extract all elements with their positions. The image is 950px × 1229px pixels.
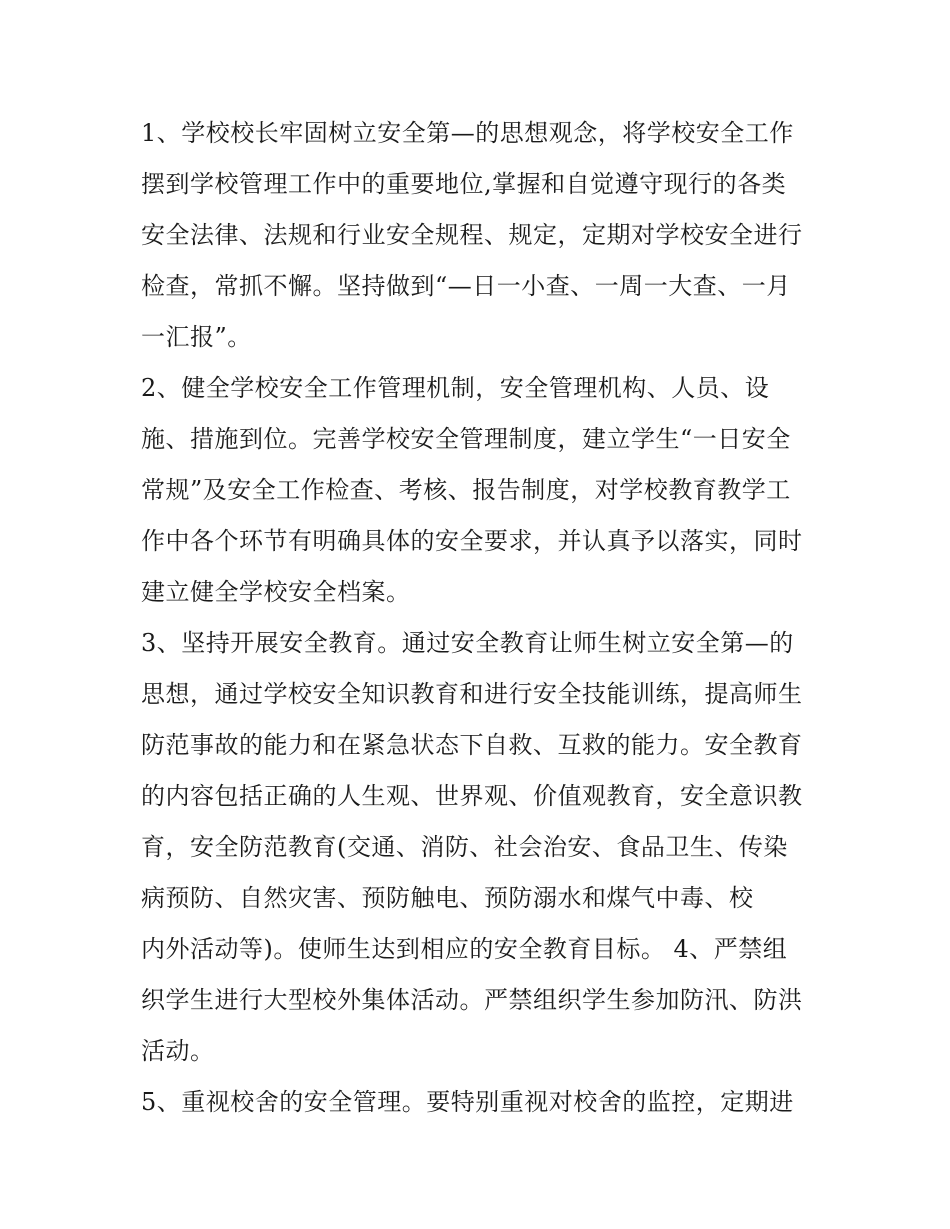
- text-line: 2、健全学校安全工作管理机制，安全管理机构、人员、设: [141, 374, 770, 402]
- text-line: 一汇报”。: [141, 323, 252, 351]
- text-line: 施、措施到位。完善学校安全管理制度，建立学生“一日安全: [141, 425, 791, 453]
- text-line: 内外活动等)。使师生达到相应的安全教育目标。 4、严禁组: [141, 935, 788, 963]
- text-line: 安全法律、法规和行业安全规程、规定，定期对学校安全进行: [141, 221, 803, 249]
- document-body: [141, 108, 816, 1128]
- text-line: 活动。: [141, 1037, 215, 1065]
- text-line: 摆到学校管理工作中的重要地位,掌握和自觉遵守现行的各类: [141, 170, 787, 198]
- text-line: 育，安全防范教育(交通、消防、社会治安、食品卫生、传染: [141, 833, 788, 861]
- text-line: 常规”及安全工作检查、考核、报告制度，对学校教育教学工: [141, 476, 791, 504]
- text-line: 检查，常抓不懈。坚持做到“—日一小查、一周一大查、一月: [141, 272, 791, 300]
- text-line: 作中各个环节有明确具体的安全要求，并认真予以落实，同时: [141, 527, 803, 555]
- text-line: 防范事故的能力和在紧急状态下自救、互救的能力。安全教育: [141, 731, 803, 759]
- text-line: 3、坚持开展安全教育。通过安全教育让师生树立安全第—的: [141, 629, 794, 657]
- text-line: 织学生进行大型校外集体活动。严禁组织学生参加防汛、防洪: [141, 986, 803, 1014]
- text-line: 的内容包括正确的人生观、世界观、价值观教育，安全意识教: [141, 782, 803, 810]
- text-line: 1、学校校长牢固树立安全第—的思想观念，将学校安全工作: [141, 119, 794, 147]
- text-line: 思想，通过学校安全知识教育和进行安全技能训练，提高师生: [141, 680, 803, 708]
- text-line: 5、重视校舍的安全管理。要特别重视对校舍的监控，定期进: [141, 1088, 794, 1116]
- text-line: 病预防、自然灾害、预防触电、预防溺水和煤气中毒、校: [141, 884, 754, 912]
- text-line: 建立健全学校安全档案。: [141, 578, 411, 606]
